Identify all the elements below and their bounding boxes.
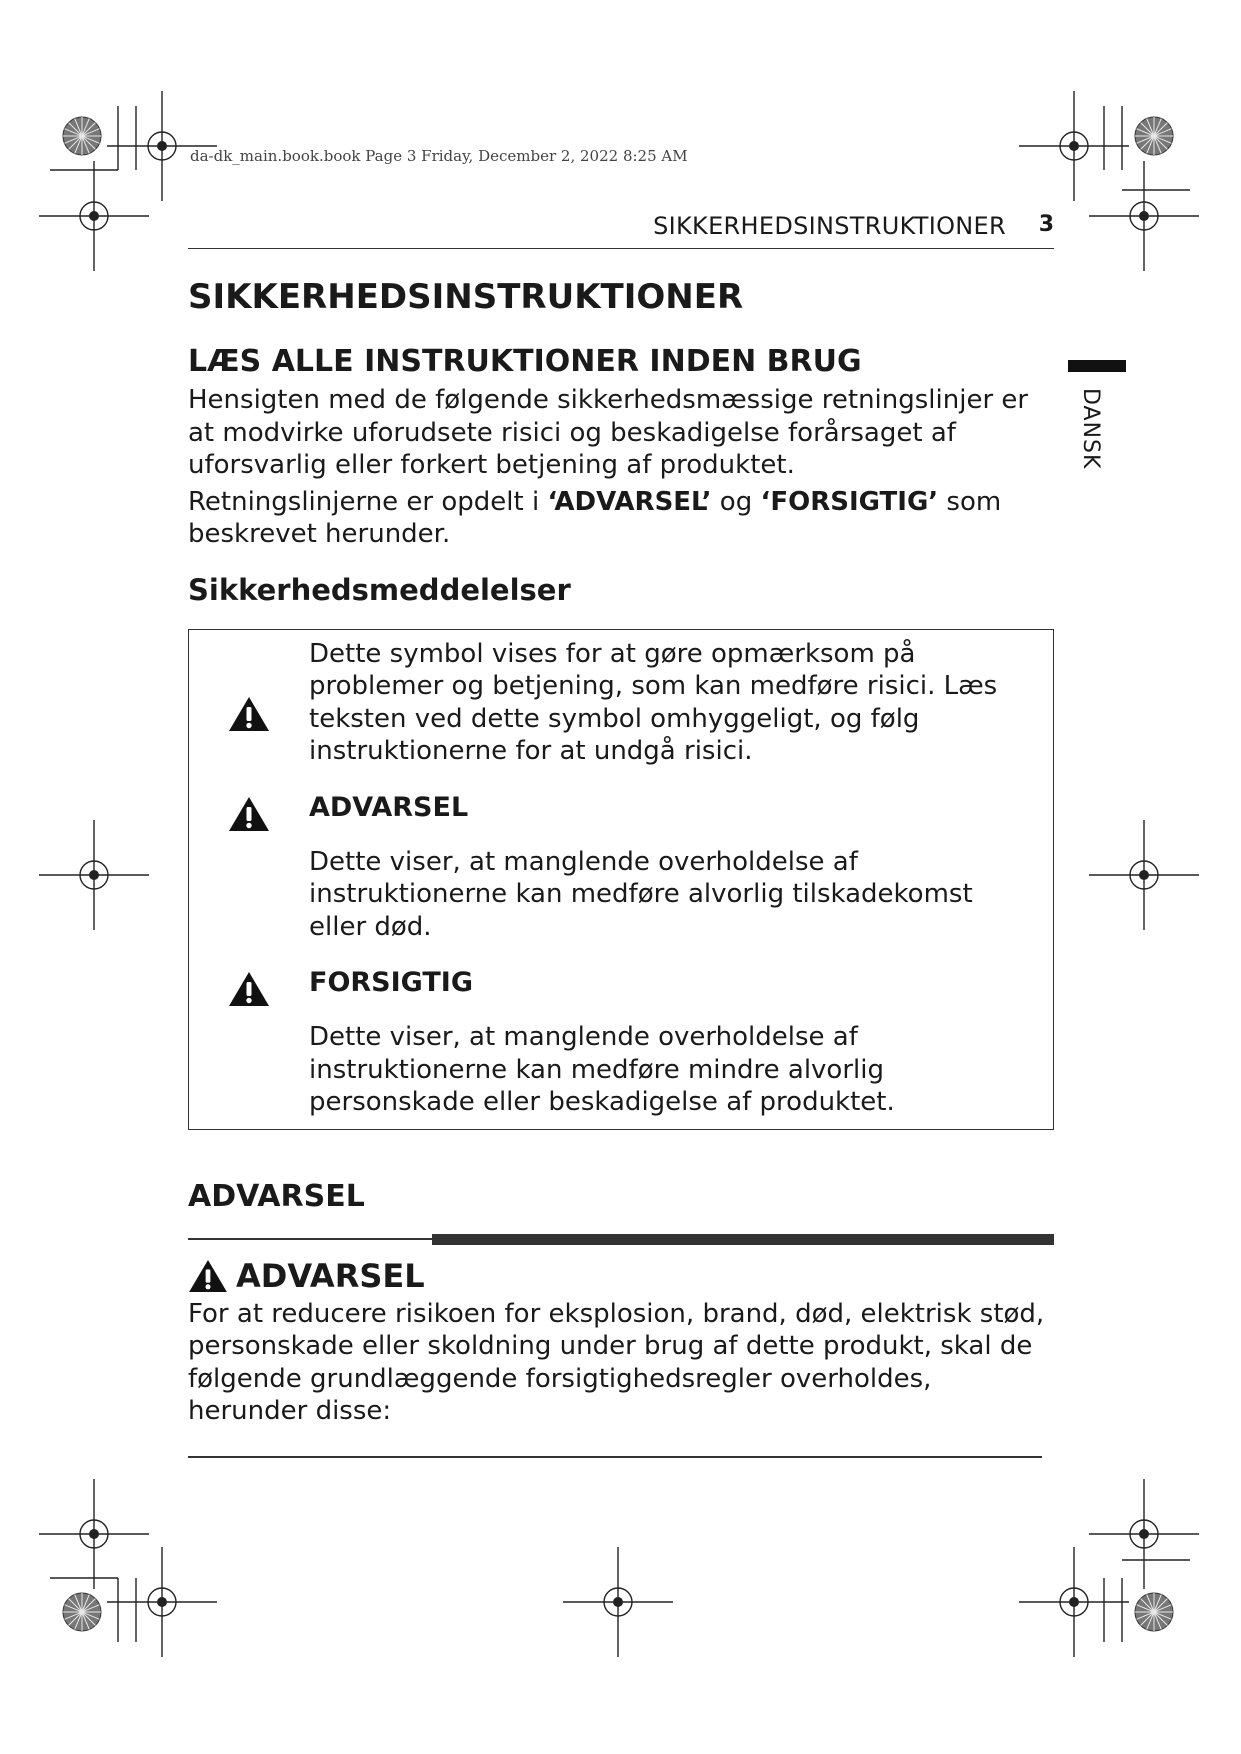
warning-box-label: ADVARSEL (236, 1256, 425, 1295)
intro-paragraph: Hensigten med de følgende sikkerhedsmæssige retningslinjer er at modvirke uforudsete risici og beskadigelse forårsaget af uforsvarlig eller forkert betjening af produktet. (188, 385, 1029, 480)
notices-heading: Sikkerhedsmeddelelser (188, 572, 571, 607)
color-wheel-icon (63, 117, 101, 155)
division-term-caution: ‘FORSIGTIG’ (760, 486, 939, 517)
registration-mark-icon (563, 1547, 673, 1657)
division-term-warning: ‘ADVARSEL’ (547, 486, 712, 517)
notice-general-text: Dette symbol vises for at gøre opmærksom på problemer og betjening, som kan medføre risici. Læs teksten ved dette symbol omhyggeligt, og følg instruktionerne for at undgå risici. (309, 638, 998, 766)
warning-triangle-icon (188, 1259, 228, 1293)
registration-mark-icon (107, 1547, 217, 1657)
warning-triangle-icon (228, 971, 270, 1007)
page-title: SIKKERHEDSINSTRUKTIONER (188, 277, 744, 317)
registration-mark-icon (1019, 91, 1129, 201)
section-subtitle: LÆS ALLE INSTRUKTIONER INDEN BRUG (188, 344, 862, 379)
notice-warning-label: ADVARSEL (309, 791, 469, 823)
notice-caution-label: FORSIGTIG (309, 967, 473, 998)
color-wheel-icon (63, 1593, 101, 1631)
color-wheel-icon (1135, 117, 1173, 155)
notice-caution-text: Dette viser, at manglende overholdelse af instruktionerne kan medføre mindre alvorlig personskade eller beskadigelse af produktet. (309, 1022, 895, 1117)
registration-mark-icon (1089, 1479, 1199, 1589)
warning-rule (188, 1234, 1054, 1252)
notice-general (189, 638, 1037, 768)
registration-mark-icon (39, 820, 149, 930)
registration-mark-icon (39, 161, 149, 271)
division-text: som beskrevet herunder. (188, 486, 1002, 549)
warning-triangle-icon (228, 696, 270, 732)
color-wheel-icon (1135, 1593, 1173, 1631)
registration-mark-icon (1019, 1547, 1129, 1657)
warning-triangle-icon (228, 796, 270, 832)
division-text: og (711, 486, 761, 517)
print-header: da-dk_main.book.book Page 3 Friday, December 2, 2022 8:25 AM (190, 147, 688, 165)
registration-mark-icon (1089, 820, 1199, 930)
warning-section-heading: ADVARSEL (188, 1178, 365, 1214)
notice-warning (189, 788, 1037, 944)
language-tab-label: DANSK (1078, 388, 1103, 470)
division-paragraph (188, 486, 1054, 551)
registration-mark-icon (107, 91, 217, 201)
division-text: Retningslinjerne er opdelt i (188, 486, 548, 517)
notice-warning-text: Dette viser, at manglende overholdelse af instruktionerne kan medføre alvorlig tilskadekomst eller død. (309, 846, 973, 942)
warning-box-end-rule (188, 1456, 1042, 1458)
main-content (188, 270, 1054, 1458)
registration-mark-icon (1089, 161, 1199, 271)
running-header-title: SIKKERHEDSINSTRUKTIONER (653, 212, 1006, 240)
registration-mark-icon (39, 1479, 149, 1589)
safety-notices-box (188, 629, 1054, 1130)
warning-box-header (188, 1254, 1054, 1298)
notice-caution (189, 963, 1037, 1119)
language-tab-bar (1068, 360, 1126, 372)
warning-box-text: For at reducere risikoen for eksplosion, brand, død, elektrisk stød, personskade eller skoldning under brug af dette produkt, skal de følgende grundlæggende forsigtighedsregler overholdes, herunder disse: (188, 1298, 1045, 1426)
page-number: 3 (1038, 212, 1054, 237)
running-header (188, 208, 1054, 249)
